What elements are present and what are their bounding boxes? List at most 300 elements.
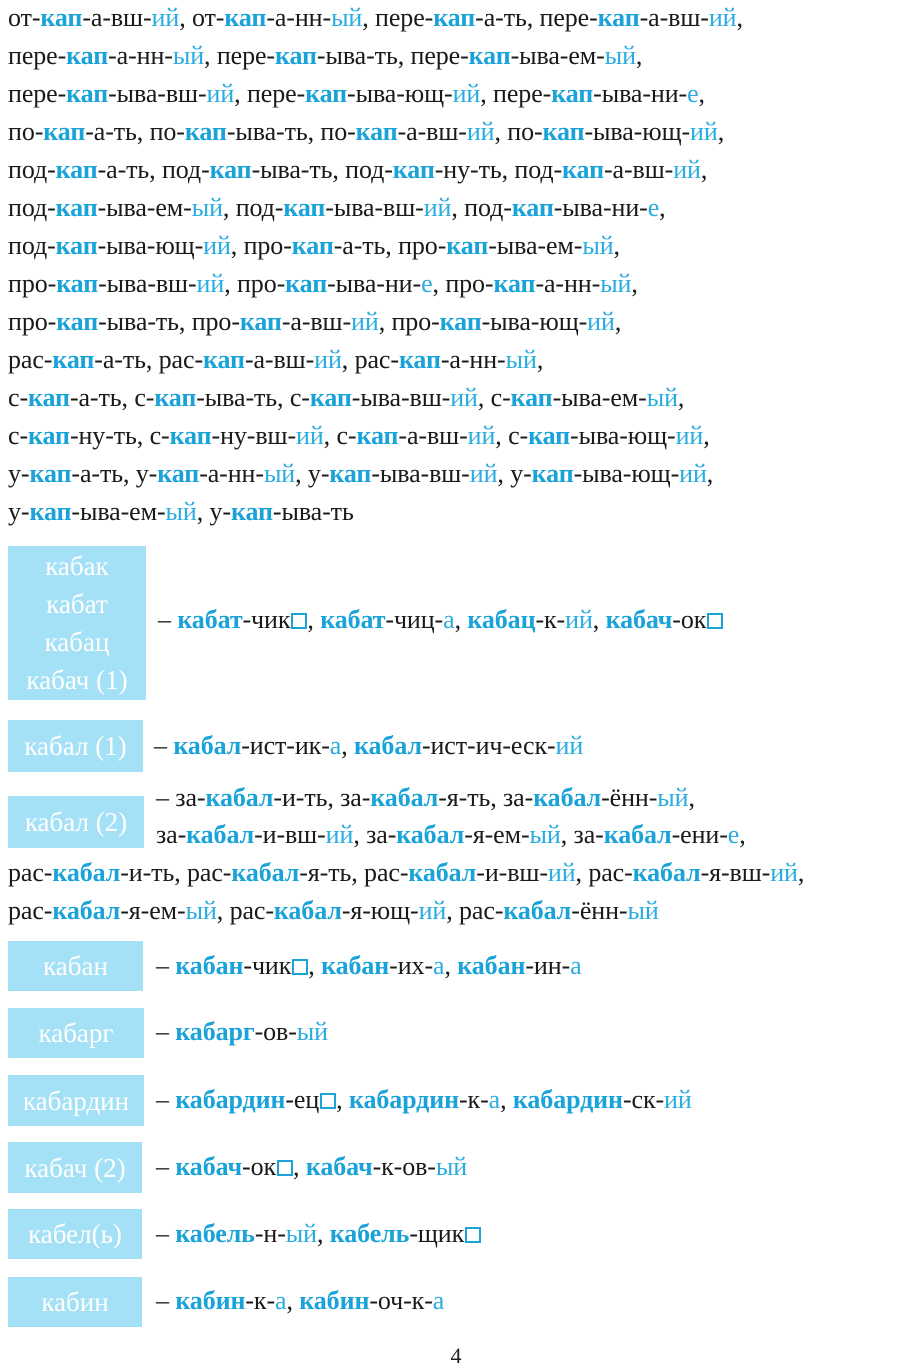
root-morpheme: кап bbox=[154, 383, 197, 412]
root-morpheme: кабал bbox=[408, 858, 477, 887]
word-segment: -ист-ик- bbox=[241, 731, 330, 760]
word-segment: – bbox=[156, 1219, 176, 1248]
word-segment: -ыва-ющ- bbox=[347, 79, 453, 108]
null-ending-box bbox=[320, 1093, 336, 1109]
ending-morpheme: ий bbox=[203, 231, 231, 260]
word-segment: -ск- bbox=[622, 1085, 665, 1114]
root-morpheme: кап bbox=[28, 383, 70, 412]
ending-morpheme: а bbox=[488, 1085, 501, 1114]
entry-line bbox=[8, 893, 659, 929]
root-morpheme: кап bbox=[157, 459, 200, 488]
ending-morpheme: ий bbox=[690, 117, 718, 146]
root-tag-line: кабач (1) bbox=[26, 665, 128, 695]
word-segment: , у- bbox=[295, 459, 330, 488]
root-morpheme: кабач bbox=[175, 1152, 243, 1181]
ending-morpheme: ый bbox=[263, 459, 296, 488]
word-segment: , с- bbox=[495, 421, 529, 450]
word-segment: -а-нн- bbox=[266, 3, 332, 32]
word-segment: -я-ть, рас- bbox=[299, 858, 409, 887]
word-segment: , пере- bbox=[234, 79, 306, 108]
root-morpheme: кап bbox=[392, 155, 435, 184]
word-segment: -а-вш- bbox=[281, 307, 352, 336]
word-segment: у- bbox=[8, 459, 30, 488]
word-segment: , bbox=[688, 783, 695, 812]
root-morpheme: кабель bbox=[329, 1219, 410, 1248]
entry-line bbox=[156, 1014, 328, 1050]
root-morpheme: кап bbox=[203, 345, 245, 374]
text-line bbox=[8, 228, 620, 264]
ending-morpheme: ий bbox=[296, 421, 324, 450]
root-morpheme: кабардин bbox=[348, 1085, 459, 1114]
word-segment: , bbox=[341, 731, 355, 760]
word-segment: -ыва-вш- bbox=[351, 383, 451, 412]
word-segment: – bbox=[156, 1152, 176, 1181]
root-morpheme: кабац bbox=[467, 605, 536, 634]
root-morpheme: кабель bbox=[175, 1219, 255, 1248]
word-segment: , про- bbox=[230, 231, 292, 260]
word-segment: , bbox=[739, 820, 746, 849]
ending-morpheme: ый bbox=[627, 896, 659, 925]
word-segment: -а-ть, под- bbox=[97, 155, 210, 184]
root-morpheme: кап bbox=[43, 117, 86, 146]
ending-morpheme: а bbox=[275, 1286, 287, 1315]
text-line bbox=[8, 0, 743, 36]
ending-morpheme: е bbox=[647, 193, 660, 222]
root-morpheme: кабал bbox=[354, 731, 422, 760]
word-segment: , bbox=[706, 459, 714, 488]
word-segment: – bbox=[154, 731, 174, 760]
word-segment: за- bbox=[156, 820, 187, 849]
text-line bbox=[8, 152, 707, 188]
root-morpheme: кап bbox=[169, 421, 212, 450]
ending-morpheme: ый bbox=[582, 231, 614, 260]
word-segment: -а-вш- bbox=[639, 3, 709, 32]
root-morpheme: кап bbox=[446, 231, 489, 260]
word-segment: -а-вш- bbox=[398, 421, 468, 450]
word-segment: , пере- bbox=[480, 79, 552, 108]
null-ending-box bbox=[291, 613, 307, 629]
root-morpheme: кап bbox=[230, 497, 273, 526]
word-segment: -ыва-вш- bbox=[108, 79, 207, 108]
ending-morpheme: ый bbox=[600, 269, 632, 298]
root-tag-kabal-2 bbox=[8, 796, 144, 848]
entry-line bbox=[156, 1082, 692, 1118]
word-segment: , пере- bbox=[362, 3, 434, 32]
ending-morpheme: ий bbox=[466, 117, 495, 146]
word-segment: -ыва-ть, по- bbox=[226, 117, 356, 146]
word-segment: с- bbox=[8, 421, 28, 450]
word-segment: , с- bbox=[323, 421, 357, 450]
word-segment: , bbox=[293, 1152, 306, 1181]
ending-morpheme: ий bbox=[555, 731, 584, 760]
ending-morpheme: ый bbox=[604, 41, 636, 70]
root-morpheme: кабал bbox=[603, 820, 672, 849]
word-segment: -их- bbox=[389, 951, 434, 980]
word-segment: пере- bbox=[8, 41, 67, 70]
ending-morpheme: ий bbox=[418, 896, 447, 925]
word-segment: -ыва-ть bbox=[272, 497, 354, 526]
ending-morpheme: а bbox=[432, 1286, 445, 1315]
root-morpheme: кабал bbox=[52, 858, 121, 887]
word-segment: -и-ть, рас- bbox=[120, 858, 232, 887]
word-segment: , bbox=[717, 117, 725, 146]
word-segment: , bbox=[308, 951, 322, 980]
root-morpheme: кап bbox=[283, 193, 326, 222]
word-segment: -ыва-ни- bbox=[593, 79, 688, 108]
word-segment: -а-ть, у- bbox=[71, 459, 158, 488]
word-segment: -ыва-ни- bbox=[327, 269, 422, 298]
root-morpheme: кап bbox=[433, 3, 476, 32]
word-segment: , за- bbox=[560, 820, 604, 849]
ending-morpheme: ий bbox=[196, 269, 225, 298]
word-segment: -ну-ть, под- bbox=[434, 155, 563, 184]
root-tag-line: кабал (1) bbox=[24, 731, 127, 761]
word-segment: , bbox=[454, 605, 468, 634]
word-segment: , bbox=[307, 605, 321, 634]
root-morpheme: кап bbox=[184, 117, 227, 146]
word-segment: -ыва-ть, пере- bbox=[316, 41, 469, 70]
ending-morpheme: ый bbox=[657, 783, 689, 812]
word-segment: -ыва-ющ- bbox=[570, 421, 676, 450]
word-segment: -я-ть, за- bbox=[438, 783, 534, 812]
root-tag-kabarg bbox=[8, 1008, 144, 1058]
ending-morpheme: а bbox=[443, 605, 455, 634]
null-ending-box bbox=[465, 1227, 481, 1243]
root-morpheme: кабан bbox=[457, 951, 526, 980]
root-morpheme: кабал bbox=[370, 783, 439, 812]
word-segment: -я-ем- bbox=[464, 820, 530, 849]
word-segment: – bbox=[156, 1085, 176, 1114]
ending-morpheme: ий bbox=[770, 858, 798, 887]
entry-line bbox=[156, 1216, 481, 1252]
entry-line bbox=[156, 1283, 444, 1319]
word-segment: -ок bbox=[242, 1152, 277, 1181]
word-segment: -ённ- bbox=[571, 896, 628, 925]
word-segment: , рас- bbox=[575, 858, 633, 887]
word-segment: -а-вш- bbox=[244, 345, 315, 374]
word-segment: -ыва-ющ- bbox=[97, 231, 204, 260]
word-segment: -ыва-вш- bbox=[325, 193, 424, 222]
word-segment: под- bbox=[8, 155, 56, 184]
word-segment: -ыва-ем- bbox=[488, 231, 583, 260]
word-segment: -к- bbox=[459, 1085, 489, 1114]
word-segment: -к-ов- bbox=[372, 1152, 436, 1181]
ending-morpheme: ый bbox=[172, 41, 205, 70]
root-morpheme: кап bbox=[52, 345, 95, 374]
root-morpheme: кабардин bbox=[512, 1085, 623, 1114]
word-segment: от- bbox=[8, 3, 41, 32]
root-tag-line: кабат bbox=[46, 589, 108, 619]
word-segment: -а-ть, с- bbox=[69, 383, 155, 412]
ending-morpheme: ий bbox=[673, 155, 701, 184]
ending-morpheme: ий bbox=[423, 193, 452, 222]
word-segment: -ну-вш- bbox=[211, 421, 297, 450]
root-morpheme: кап bbox=[55, 193, 98, 222]
word-segment: , bbox=[635, 41, 643, 70]
root-morpheme: кабал bbox=[503, 896, 572, 925]
ending-morpheme: ий bbox=[664, 1085, 692, 1114]
word-segment: – bbox=[156, 951, 176, 980]
root-morpheme: кап bbox=[209, 155, 252, 184]
root-morpheme: кабал bbox=[273, 896, 342, 925]
word-segment: -а-ть, рас- bbox=[94, 345, 203, 374]
word-segment: -чиц- bbox=[385, 605, 444, 634]
word-segment: , bbox=[631, 269, 638, 298]
word-segment: , про- bbox=[432, 269, 494, 298]
ending-morpheme: ый bbox=[646, 383, 678, 412]
root-morpheme: кабач bbox=[305, 1152, 373, 1181]
root-tag-kabach-2 bbox=[8, 1142, 142, 1193]
text-line bbox=[8, 342, 543, 378]
word-segment: , от- bbox=[179, 3, 225, 32]
ending-morpheme: а bbox=[570, 951, 582, 980]
root-morpheme: кап bbox=[28, 421, 70, 450]
word-segment: , под- bbox=[222, 193, 284, 222]
word-segment: -ыва-вш- bbox=[371, 459, 470, 488]
ending-morpheme: ий bbox=[151, 3, 180, 32]
word-segment: – за- bbox=[156, 783, 206, 812]
word-segment: -ыва-ющ- bbox=[584, 117, 691, 146]
ending-morpheme: ий bbox=[450, 383, 478, 412]
root-morpheme: кап bbox=[511, 193, 554, 222]
word-segment: по- bbox=[8, 117, 44, 146]
root-morpheme: кап bbox=[597, 3, 640, 32]
root-morpheme: кап bbox=[305, 79, 348, 108]
word-segment: , bbox=[316, 1219, 330, 1248]
root-morpheme: кап bbox=[528, 421, 571, 450]
root-morpheme: кап bbox=[56, 269, 99, 298]
root-morpheme: кабарг bbox=[175, 1017, 255, 1046]
word-segment: -а-нн- bbox=[199, 459, 264, 488]
root-morpheme: кап bbox=[355, 117, 398, 146]
root-morpheme: кап bbox=[551, 79, 594, 108]
entry-line bbox=[156, 948, 582, 984]
root-tag-line: кабац bbox=[44, 627, 110, 657]
word-segment: -ец bbox=[285, 1085, 320, 1114]
word-segment: -оч-к- bbox=[369, 1286, 433, 1315]
text-line bbox=[8, 76, 705, 112]
word-segment: , bbox=[659, 193, 666, 222]
root-morpheme: кап bbox=[29, 459, 72, 488]
word-segment: , bbox=[677, 383, 685, 412]
word-segment: -а-нн- bbox=[440, 345, 506, 374]
text-line bbox=[8, 380, 684, 416]
word-segment: -ыва-ем- bbox=[97, 193, 192, 222]
root-morpheme: кап bbox=[239, 307, 282, 336]
root-morpheme: кабал bbox=[205, 783, 274, 812]
word-segment: -и-вш- bbox=[254, 820, 326, 849]
word-segment: , bbox=[703, 421, 710, 450]
page-number: 4 bbox=[450, 1343, 462, 1368]
ending-morpheme: ый bbox=[331, 3, 363, 32]
root-morpheme: кап bbox=[29, 497, 72, 526]
root-morpheme: кап bbox=[66, 79, 109, 108]
word-segment: -ну-ть, с- bbox=[69, 421, 170, 450]
root-tag-line: кабардин bbox=[22, 1085, 130, 1116]
root-tag-line: кабач (2) bbox=[24, 1152, 126, 1183]
root-morpheme: кабан bbox=[175, 951, 244, 980]
ending-morpheme: ый bbox=[191, 193, 223, 222]
word-segment: , под- bbox=[451, 193, 512, 222]
root-tag-kabal-1 bbox=[8, 720, 143, 772]
ending-morpheme: ий bbox=[547, 858, 576, 887]
word-segment: , bbox=[286, 1286, 300, 1315]
root-morpheme: кап bbox=[40, 3, 83, 32]
ending-morpheme: а bbox=[329, 731, 342, 760]
ending-morpheme: ий bbox=[675, 421, 704, 450]
word-segment: рас- bbox=[8, 896, 53, 925]
word-segment: рас- bbox=[8, 345, 53, 374]
root-morpheme: кабал bbox=[52, 896, 121, 925]
root-tag-line: кабал (2) bbox=[24, 807, 128, 837]
root-morpheme: кап bbox=[542, 117, 585, 146]
root-morpheme: кап bbox=[224, 3, 267, 32]
text-line bbox=[8, 38, 642, 74]
word-segment: -а-вш- bbox=[603, 155, 674, 184]
word-segment: , за- bbox=[353, 820, 397, 849]
word-segment: -ыва-ем- bbox=[71, 497, 166, 526]
word-segment: -а-нн- bbox=[535, 269, 601, 298]
word-segment: , bbox=[698, 79, 705, 108]
root-morpheme: кап bbox=[439, 307, 482, 336]
word-segment: -ени- bbox=[671, 820, 728, 849]
null-ending-box bbox=[707, 613, 723, 629]
word-segment: -ыва-ть, с- bbox=[196, 383, 310, 412]
root-tag-kaban bbox=[8, 941, 143, 991]
word-segment: -ыва-ть, про- bbox=[98, 307, 240, 336]
ending-morpheme: ий bbox=[565, 605, 593, 634]
root-morpheme: кабал bbox=[396, 820, 465, 849]
word-segment: -н- bbox=[254, 1219, 286, 1248]
word-segment: , bbox=[592, 605, 606, 634]
word-segment: , у- bbox=[497, 459, 532, 488]
word-segment: -я-ем- bbox=[120, 896, 186, 925]
word-segment: у- bbox=[8, 497, 30, 526]
root-morpheme: кап bbox=[493, 269, 536, 298]
word-segment: -и-вш- bbox=[476, 858, 548, 887]
word-segment: , bbox=[700, 155, 708, 184]
word-segment: -а-ть, про- bbox=[333, 231, 447, 260]
word-segment: , у- bbox=[196, 497, 231, 526]
text-line bbox=[8, 304, 621, 340]
word-segment: , bbox=[444, 951, 458, 980]
word-segment: , по- bbox=[494, 117, 543, 146]
word-segment: -щик bbox=[409, 1219, 465, 1248]
word-segment: -ыва-ни- bbox=[553, 193, 648, 222]
root-morpheme: кап bbox=[510, 383, 553, 412]
word-segment: -ыва-ющ- bbox=[573, 459, 680, 488]
entry-line bbox=[156, 817, 746, 853]
word-segment: -ённ- bbox=[601, 783, 658, 812]
word-segment: , bbox=[613, 231, 620, 260]
ending-morpheme: ий bbox=[452, 79, 481, 108]
root-morpheme: кабал bbox=[186, 820, 255, 849]
word-segment: -а-вш- bbox=[82, 3, 152, 32]
root-morpheme: кабал bbox=[632, 858, 701, 887]
word-segment: -а-ть, по- bbox=[85, 117, 185, 146]
word-segment: , про- bbox=[378, 307, 440, 336]
word-segment: – bbox=[156, 1017, 176, 1046]
ending-morpheme: ый bbox=[165, 497, 197, 526]
word-segment: -ыва-ем- bbox=[552, 383, 647, 412]
text-line bbox=[8, 114, 724, 150]
root-morpheme: кабат bbox=[177, 605, 243, 634]
ending-morpheme: ий bbox=[314, 345, 342, 374]
word-segment: -а-нн- bbox=[108, 41, 173, 70]
word-segment: , про- bbox=[224, 269, 286, 298]
root-morpheme: кап bbox=[562, 155, 604, 184]
word-segment: -ыва-ющ- bbox=[481, 307, 588, 336]
entry-line bbox=[156, 780, 695, 816]
word-segment: – bbox=[156, 1286, 176, 1315]
word-segment: , bbox=[500, 1085, 513, 1114]
word-segment: -я-ющ- bbox=[341, 896, 419, 925]
ending-morpheme: е bbox=[687, 79, 699, 108]
text-line bbox=[8, 190, 666, 226]
root-morpheme: кабат bbox=[320, 605, 386, 634]
word-segment: – bbox=[158, 605, 178, 634]
root-morpheme: кабардин bbox=[175, 1085, 286, 1114]
root-tag-kabak-group bbox=[8, 546, 146, 700]
word-segment: , с- bbox=[477, 383, 511, 412]
root-tag-line: кабин bbox=[41, 1287, 109, 1317]
word-segment: , bbox=[614, 307, 622, 336]
ending-morpheme: ий bbox=[351, 307, 379, 336]
root-tag-kabin bbox=[8, 1277, 142, 1327]
ending-morpheme: ый bbox=[435, 1152, 468, 1181]
ending-morpheme: ий bbox=[708, 3, 737, 32]
root-morpheme: кабал bbox=[533, 783, 602, 812]
root-morpheme: кап bbox=[55, 231, 98, 260]
ending-morpheme: ий bbox=[679, 459, 707, 488]
ending-morpheme: е bbox=[727, 820, 740, 849]
root-morpheme: кап bbox=[55, 155, 98, 184]
entry-line bbox=[154, 728, 583, 764]
word-segment: -ыва-ть, под- bbox=[251, 155, 393, 184]
null-ending-box bbox=[292, 959, 308, 975]
entry-line bbox=[158, 602, 723, 638]
root-morpheme: кабал bbox=[173, 731, 242, 760]
root-morpheme: кап bbox=[329, 459, 372, 488]
text-line bbox=[8, 456, 713, 492]
root-morpheme: кабач bbox=[605, 605, 673, 634]
word-segment: -чик bbox=[242, 605, 291, 634]
root-morpheme: кабин bbox=[299, 1286, 370, 1315]
word-segment: -ыва-вш- bbox=[98, 269, 197, 298]
word-segment: -ок bbox=[672, 605, 707, 634]
root-morpheme: кап bbox=[285, 269, 328, 298]
ending-morpheme: е bbox=[421, 269, 433, 298]
ending-morpheme: ий bbox=[206, 79, 235, 108]
word-segment: -ыва-ем- bbox=[510, 41, 605, 70]
word-segment: -ов- bbox=[254, 1017, 297, 1046]
root-tag-line: кабак bbox=[45, 551, 109, 581]
root-tag-line: кабан bbox=[43, 951, 108, 981]
root-morpheme: кап bbox=[56, 307, 99, 336]
word-segment: -а-вш- bbox=[397, 117, 467, 146]
word-segment: -ист-ич-еск- bbox=[421, 731, 556, 760]
word-segment: -я-вш- bbox=[700, 858, 771, 887]
ending-morpheme: ый bbox=[529, 820, 561, 849]
text-line bbox=[8, 266, 638, 302]
word-segment: под- bbox=[8, 231, 56, 260]
ending-morpheme: ий bbox=[467, 421, 496, 450]
root-tag-line: кабарг bbox=[38, 1018, 114, 1048]
ending-morpheme: ий bbox=[469, 459, 498, 488]
root-tag-kabel bbox=[8, 1209, 142, 1259]
word-segment: рас- bbox=[8, 858, 53, 887]
word-segment: , рас- bbox=[341, 345, 399, 374]
